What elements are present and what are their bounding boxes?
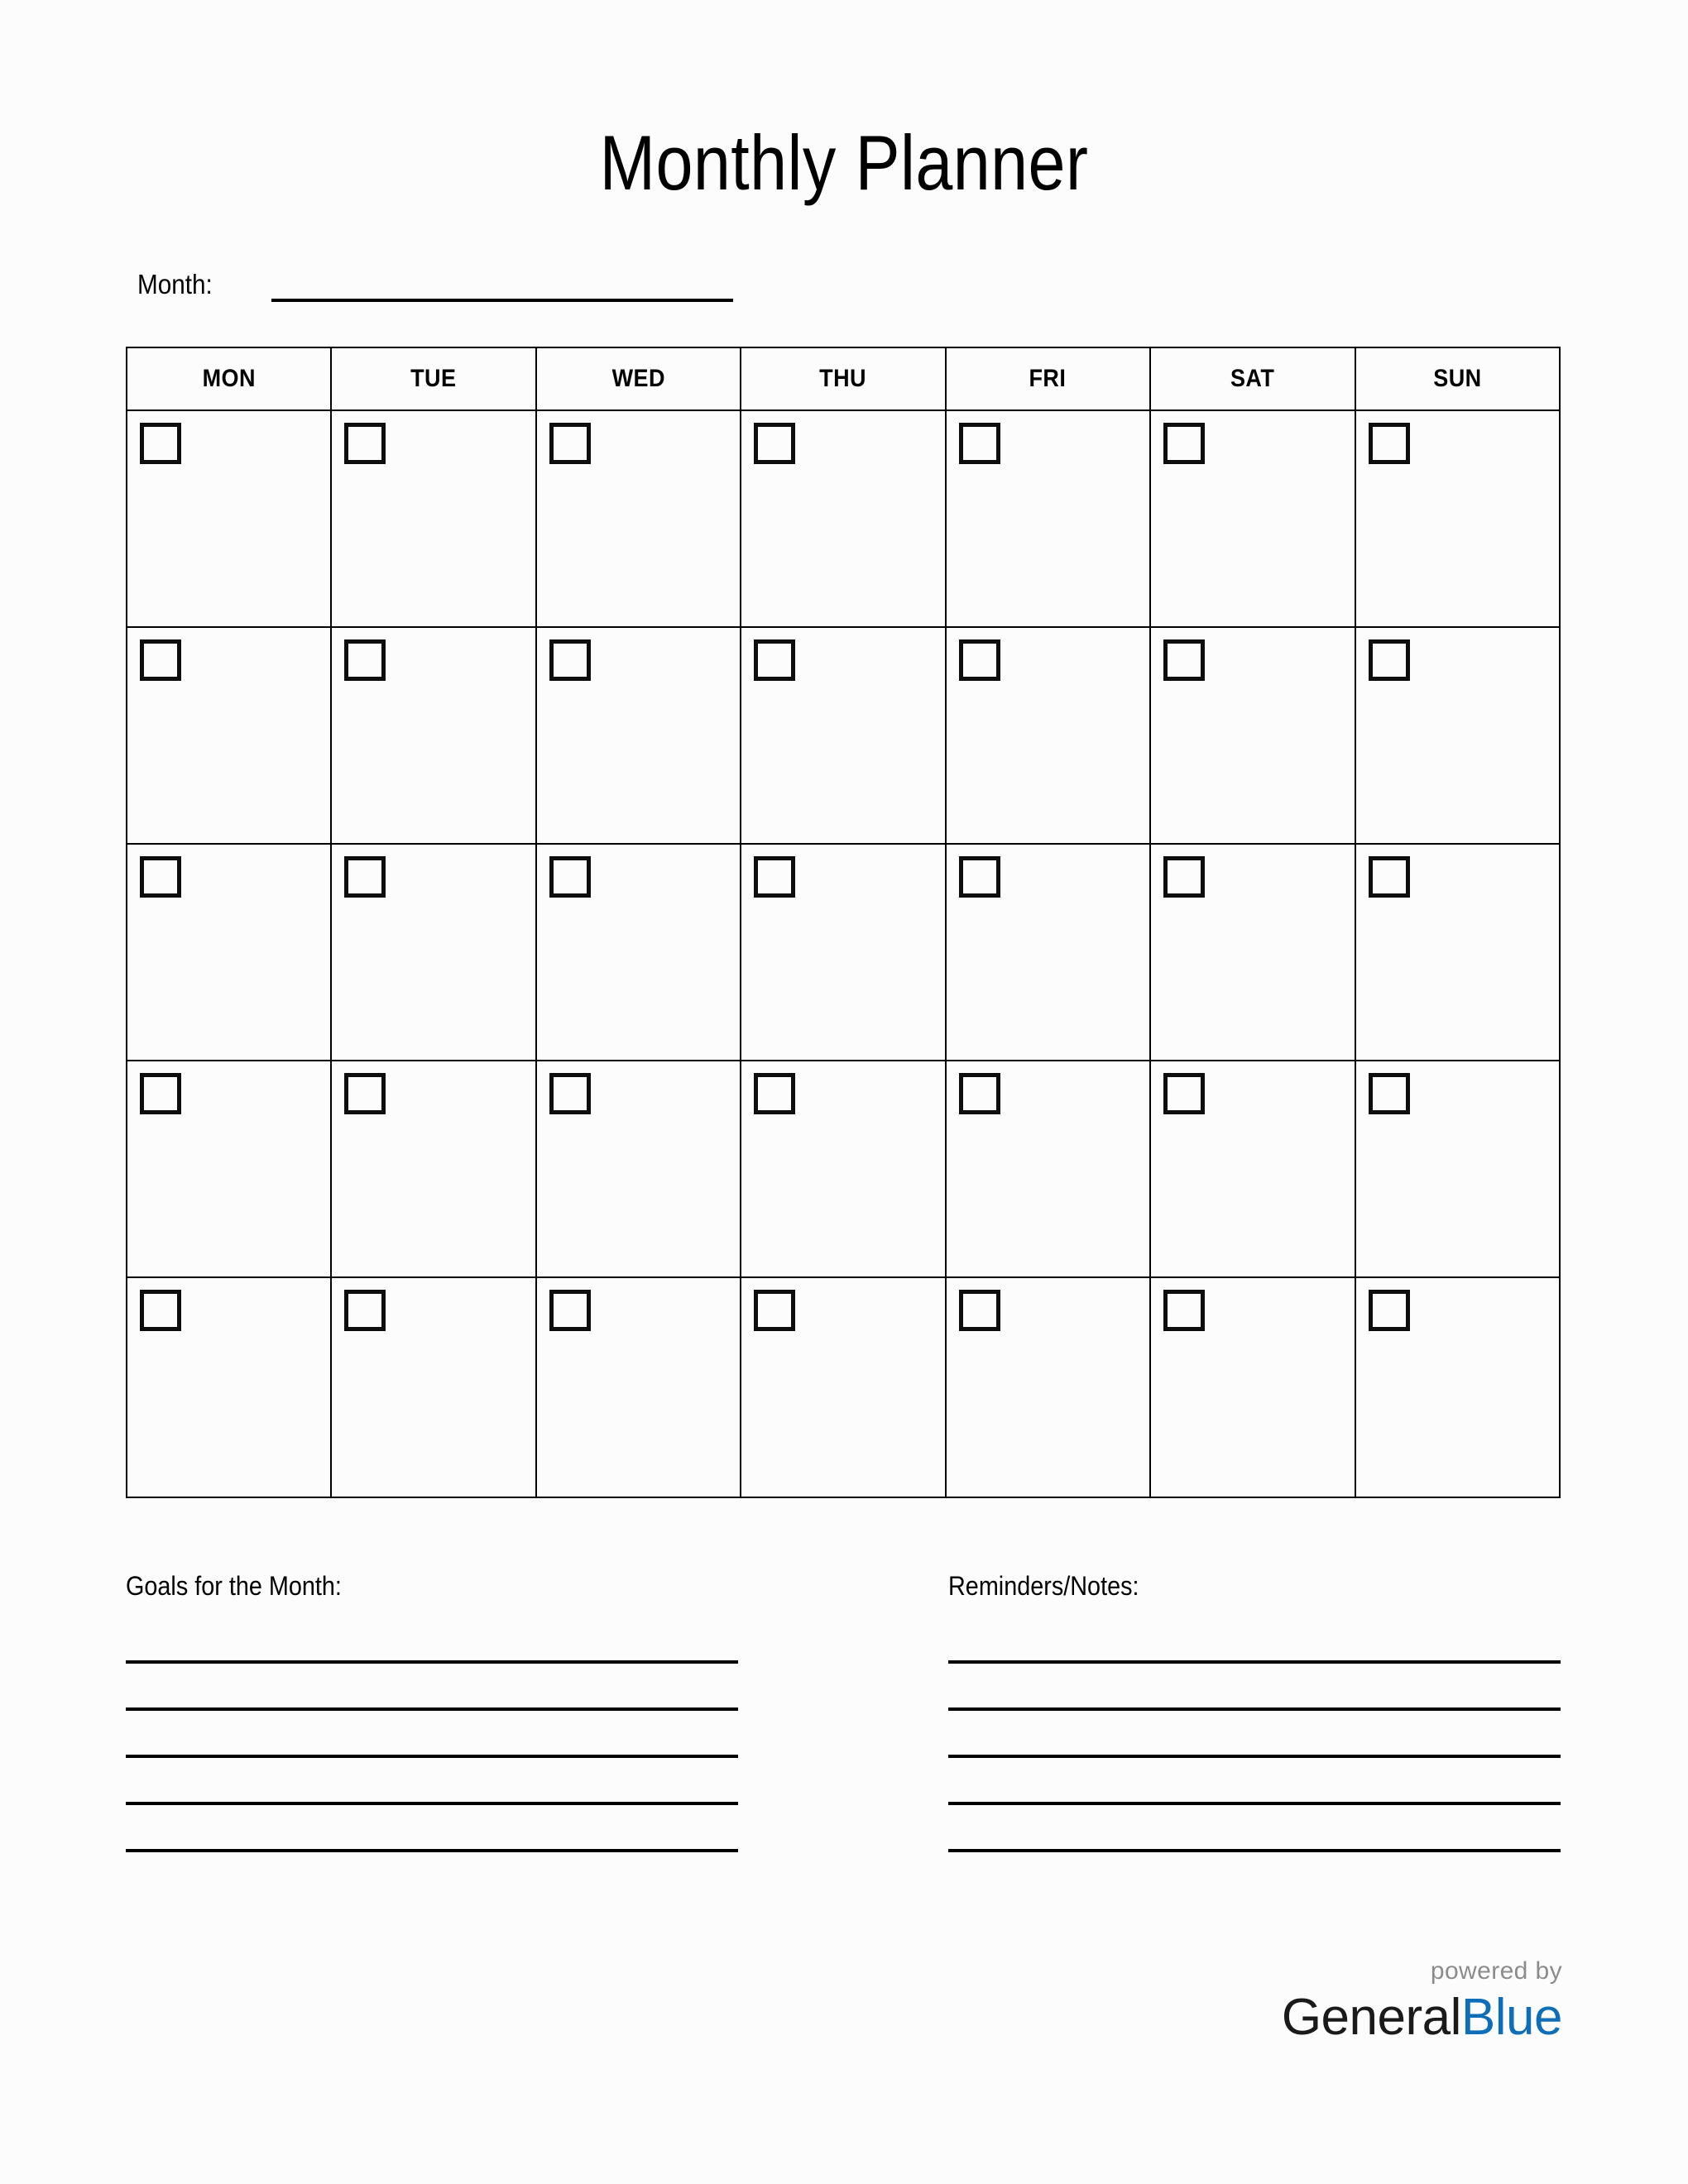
day-checkbox[interactable] [549,856,591,898]
calendar-day-cell[interactable] [1150,410,1355,627]
day-checkbox[interactable] [344,423,386,464]
calendar-day-cell[interactable] [127,1061,331,1277]
calendar-day-cell[interactable] [946,844,1150,1061]
day-checkbox[interactable] [959,856,1000,898]
generalblue-logo [1281,1957,1562,2046]
day-checkbox[interactable] [754,856,795,898]
weekday-label: FRI [1029,365,1067,392]
goals-line[interactable] [126,1849,738,1852]
day-checkbox[interactable] [1369,423,1410,464]
calendar-day-cell[interactable] [536,844,741,1061]
goals-line[interactable] [126,1660,738,1664]
calendar-week-row [127,410,1560,627]
notes-lines [948,1660,1561,1852]
calendar-day-cell[interactable] [1150,627,1355,844]
brand-wordmark [1281,1989,1562,2046]
day-checkbox[interactable] [140,1073,181,1114]
weekday-header-fri [946,347,1150,410]
calendar-day-cell[interactable] [331,410,535,627]
day-checkbox[interactable] [344,1073,386,1114]
notes-line[interactable] [948,1802,1561,1805]
day-checkbox[interactable] [1163,639,1205,681]
day-checkbox[interactable] [140,1290,181,1331]
calendar-day-cell[interactable] [1150,1061,1355,1277]
weekday-header-wed [536,347,741,410]
day-checkbox[interactable] [1369,1073,1410,1114]
day-checkbox[interactable] [140,423,181,464]
weekday-header-mon [127,347,331,410]
day-checkbox[interactable] [959,423,1000,464]
calendar-day-cell[interactable] [331,627,535,844]
calendar-day-cell[interactable] [331,1061,535,1277]
calendar-day-cell[interactable] [1355,1061,1560,1277]
brand-name-blue: Blue [1460,1989,1562,2046]
day-checkbox[interactable] [754,423,795,464]
notes-section [948,1572,1561,1852]
calendar-week-row [127,627,1560,844]
goals-label: Goals for the Month: [126,1571,342,1601]
goals-line[interactable] [126,1802,738,1805]
calendar-header-row [127,347,1560,410]
day-checkbox[interactable] [549,639,591,681]
calendar-day-cell[interactable] [946,1277,1150,1497]
calendar-day-cell[interactable] [536,627,741,844]
day-checkbox[interactable] [549,1290,591,1331]
day-checkbox[interactable] [754,639,795,681]
weekday-label: THU [819,365,867,392]
day-checkbox[interactable] [549,423,591,464]
notes-line[interactable] [948,1755,1561,1758]
notes-line[interactable] [948,1660,1561,1664]
day-checkbox[interactable] [1163,856,1205,898]
notes-label: Reminders/Notes: [948,1571,1139,1601]
day-checkbox[interactable] [344,1290,386,1331]
calendar-week-row [127,844,1560,1061]
calendar-day-cell[interactable] [1355,1277,1560,1497]
calendar-day-cell[interactable] [127,410,331,627]
month-label: Month: [137,269,213,299]
day-checkbox[interactable] [754,1290,795,1331]
calendar-day-cell[interactable] [946,1061,1150,1277]
calendar-day-cell[interactable] [127,1277,331,1497]
weekday-header-thu [741,347,945,410]
day-checkbox[interactable] [1369,639,1410,681]
day-checkbox[interactable] [959,1073,1000,1114]
calendar-day-cell[interactable] [331,844,535,1061]
day-checkbox[interactable] [140,856,181,898]
weekday-header-tue [331,347,535,410]
day-checkbox[interactable] [754,1073,795,1114]
day-checkbox[interactable] [344,639,386,681]
calendar-body [127,410,1560,1497]
goals-line[interactable] [126,1707,738,1711]
calendar-day-cell[interactable] [741,1277,945,1497]
calendar-day-cell[interactable] [741,1061,945,1277]
weekday-label: WED [611,365,665,392]
calendar-day-cell[interactable] [1150,1277,1355,1497]
calendar-day-cell[interactable] [946,410,1150,627]
day-checkbox[interactable] [1369,1290,1410,1331]
goals-section [126,1572,738,1852]
weekday-header-sun [1355,347,1560,410]
calendar-day-cell[interactable] [536,1277,741,1497]
calendar-day-cell[interactable] [1355,627,1560,844]
calendar-day-cell[interactable] [1150,844,1355,1061]
calendar-day-cell[interactable] [331,1277,535,1497]
month-input[interactable] [271,299,733,302]
calendar-day-cell[interactable] [127,844,331,1061]
calendar-day-cell[interactable] [741,410,945,627]
day-checkbox[interactable] [1369,856,1410,898]
month-field-row [126,269,1561,315]
day-checkbox[interactable] [344,856,386,898]
calendar-day-cell[interactable] [536,410,741,627]
goals-line[interactable] [126,1755,738,1758]
calendar-day-cell[interactable] [1355,410,1560,627]
calendar-day-cell[interactable] [946,627,1150,844]
calendar-day-cell[interactable] [1355,844,1560,1061]
notes-line[interactable] [948,1707,1561,1711]
calendar-day-cell[interactable] [741,627,945,844]
day-checkbox[interactable] [959,639,1000,681]
weekday-label: MON [202,365,256,392]
weekday-label: SUN [1433,365,1482,392]
calendar-day-cell[interactable] [536,1061,741,1277]
calendar-grid [126,347,1561,1498]
weekday-label: SAT [1230,365,1275,392]
day-checkbox[interactable] [140,639,181,681]
notes-line[interactable] [948,1849,1561,1852]
powered-by-label: powered by [1430,1957,1562,1985]
calendar-day-cell[interactable] [127,627,331,844]
day-checkbox[interactable] [1163,1073,1205,1114]
calendar-day-cell[interactable] [741,844,945,1061]
calendar-week-row [127,1061,1560,1277]
page-title: Monthly Planner [599,119,1089,206]
brand-name-general: General [1281,1989,1461,2046]
day-checkbox[interactable] [959,1290,1000,1331]
goals-lines [126,1660,738,1852]
day-checkbox[interactable] [1163,423,1205,464]
day-checkbox[interactable] [1163,1290,1205,1331]
weekday-header-sat [1150,347,1355,410]
weekday-label: TUE [410,365,457,392]
calendar-week-row [127,1277,1560,1497]
day-checkbox[interactable] [549,1073,591,1114]
